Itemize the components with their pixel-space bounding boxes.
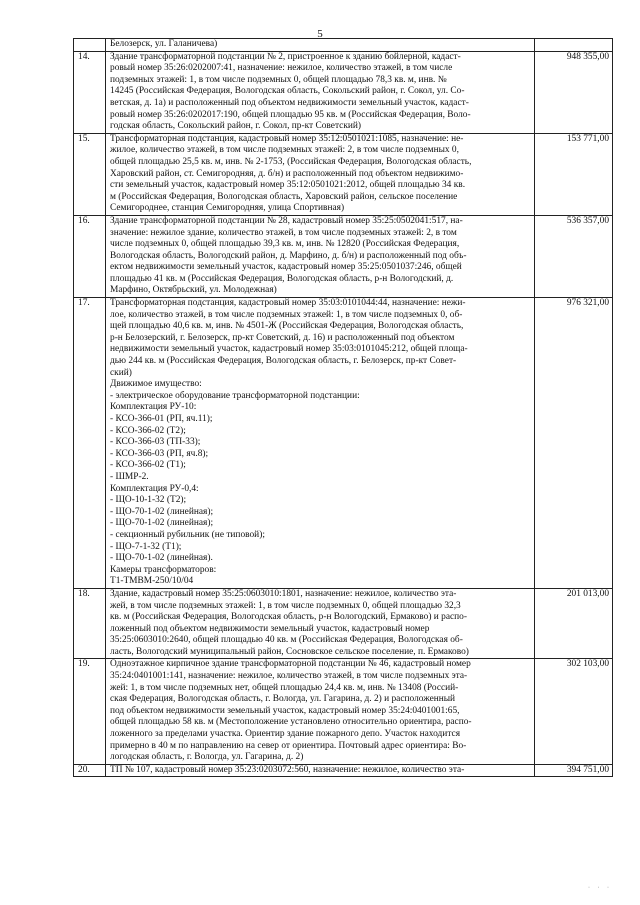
description-line: - секционный рубильник (не типовой); (110, 529, 265, 540)
description-line: - ЩО-7-1-32 (Т1); (110, 541, 182, 552)
description-line: - КСО-366-02 (Т2); (110, 425, 186, 436)
description-line: ектом недвижимости земельный участок, кадастровый номер 35:25:0501037:246, общей (110, 262, 462, 273)
row-number: 20. (74, 764, 106, 777)
description-line: Трансформаторная подстанция, кадастровый номер 35:03:0101044:44, назначение: нежи- (110, 298, 466, 309)
property-table (73, 38, 613, 777)
description-line: Комплектация РУ-0,4: (110, 483, 199, 494)
description-line: Здание трансформаторной подстанции № 28, кадастровый номер 35:25:0502041:517, на- (110, 215, 463, 226)
row-number: 16. (74, 215, 106, 297)
description-line: ветская, д. 1а) и расположенный под объектом недвижимости земельный участок, кадаст- (110, 97, 469, 108)
property-table-body (74, 39, 613, 777)
description-line: Трансформаторная подстанция, кадастровый номер 35:12:0501021:1085, назначение: не- (110, 133, 464, 144)
description-line: ровый номер 35:26:0202017:190, общей площадью 95 кв. м (Российская Федерация, Воло- (110, 109, 471, 120)
description-line: Движимое имущество: (110, 379, 202, 390)
row-description (106, 764, 535, 777)
description-line: жилое, количество этажей, в том числе подземных этажей: 2, в том числе подземных 0, (110, 145, 459, 156)
description-line: Здание трансформаторной подстанции № 2, пристроенное к зданию бойлерной, кадаст- (110, 51, 461, 62)
row-description (106, 298, 535, 589)
description-line: числе подземных 0, общей площадью 39,3 кв. м, инв. № 12820 (Российская Федерация, (110, 239, 460, 250)
table-row (74, 51, 613, 133)
description-line: значение: нежилое здание, количество этажей, в том числе подземных этажей: 2, в том (110, 227, 457, 238)
description-line: Харовский район, ст. Семигородняя, д. б/н) и расположенный под объектом недвижимо- (110, 168, 464, 179)
row-description (106, 215, 535, 297)
description-line: Здание, кадастровый номер 35:25:0603010:1801, назначение: нежилое, количество эта- (110, 588, 457, 599)
description-line: ровый номер 35:26:0202007:41, назначение: нежилое, количество этажей, в том числе (110, 63, 453, 74)
description-line: подземных этажей: 1, в том числе подземных 0, общей площадью 78,3 кв. м, инв. № (110, 74, 447, 85)
table-row (74, 764, 613, 777)
description-line: - ЩО-10-1-32 (Т2); (110, 495, 187, 506)
table-row (74, 215, 613, 297)
continuation-row (74, 39, 613, 52)
description-line: Т1-ТМВМ-250/10/04 (110, 576, 194, 587)
scan-marks: · · · (588, 885, 612, 891)
description-line: Комплектация РУ-10: (110, 402, 197, 413)
row-number: 18. (74, 588, 106, 659)
description-line: площадью 41 кв. м (Российская Федерация, Вологодская область, р-н Вологодский, д. (110, 273, 454, 284)
description-line: - ЩО-70-1-02 (линейная); (110, 518, 214, 529)
description-line: общей площадью 58 кв. м (Местоположение установлено относительно ориентира, распо- (110, 717, 472, 728)
description-line: - ЩО-70-1-02 (линейная). (110, 553, 213, 564)
row-number: 17. (74, 298, 106, 589)
description-line: м (Российская Федерация, Вологодская область, Харовский район, сельское поселение (110, 191, 458, 202)
table-row (74, 298, 613, 589)
row-description (106, 659, 535, 764)
description-line: - электрическое оборудование трансформаторной подстанции: (110, 390, 360, 401)
row-value: 394 751,00 (535, 764, 613, 777)
description-line: ТП № 107, кадастровый номер 35:23:0203072:560, назначение: нежилое, количество эта- (110, 764, 465, 775)
description-line: общей площадью 25,5 кв. м, инв. № 2-1753, (Российская Федерация, Вологодская область, (110, 156, 472, 167)
description-line: 14245 (Российская Федерация, Вологодская область, Сокольский район, г. Сокол, ул. Со- (110, 86, 465, 97)
description-line: - КСО-366-02 (Т1); (110, 460, 186, 471)
description-line: примерно в 40 м по направлению на север от ориентира. Почтовый адрес ориентира: Во- (110, 740, 467, 751)
row-number: 14. (74, 51, 106, 133)
row-number: 19. (74, 659, 106, 764)
description-line: 35:24:0401001:141, назначение: нежилое, количество этажей, в том числе подземных эта- (110, 671, 468, 682)
description-line: Семигороднее, станция Семигородняя, улица Спортивная) (110, 203, 345, 214)
description-line: - ШМР-2. (110, 471, 149, 482)
continuation-value-cell (535, 39, 613, 52)
continuation-num-cell (74, 39, 106, 52)
description-line: ложенного за пределами участка. Ориентир здание пожарного депо. Участок находится (110, 729, 461, 740)
row-description (106, 133, 535, 215)
description-line: - ЩО-70-1-02 (линейная); (110, 506, 214, 517)
description-line: р-н Белозерский, г. Белозерск, пр-кт Советский, д. 16) и расположенный под объектом (110, 332, 455, 343)
row-number: 15. (74, 133, 106, 215)
row-description (106, 588, 535, 659)
continuation-text: Белозерск, ул. Галаничева) (106, 39, 535, 52)
table-row (74, 133, 613, 215)
description-line: ский) (110, 367, 132, 378)
description-line: щей площадью 40,6 кв. м, инв. № 4501-Ж (Российская Федерация, Вологодская область, (110, 321, 464, 332)
description-line: лое, количество этажей, в том числе подземных этажей: 1, в том числе подземных 0, об- (110, 309, 463, 320)
description-line: логодская область, г. Вологда, ул. Гагарина, д. 2) (110, 752, 304, 763)
row-value: 201 013,00 (535, 588, 613, 659)
row-description (106, 51, 535, 133)
row-value: 948 355,00 (535, 51, 613, 133)
description-line: жей, в том числе подземных этажей: 1, в том числе подземных 0, общей площадью 32,3 (110, 600, 461, 611)
description-line: под объектом недвижимости земельный участок, кадастровый номер 35:24:0401001:65, (110, 705, 460, 716)
table-row (74, 588, 613, 659)
description-line: сти земельный участок, кадастровый номер 35:12:0501021:2012, общей площадью 34 кв. (110, 180, 466, 191)
row-value: 976 321,00 (535, 298, 613, 589)
description-line: ласть, Вологодский муниципальный район, Сосновское сельское поселение, п. Ермаково) (110, 646, 469, 657)
description-line: кв. м (Российская Федерация, Вологодская область, р-н Вологодский, Ермаково) и распо- (110, 612, 467, 623)
description-line: Одноэтажное кирпичное здание трансформаторной подстанции № 46, кадастровый номер (110, 659, 471, 670)
description-line: годская область, Сокольский район, г. Сокол, пр-кт Советский) (110, 121, 362, 132)
description-line: Вологодская область, Вологодский район, д. Марфино, д. б/н) и расположенный под объ- (110, 250, 467, 261)
description-line: ложенный под объектом недвижимости земельный участок, кадастровый номер (110, 623, 430, 634)
description-line: жей: 1, в том числе подземных нет, общей площадью 24,4 кв. м, инв. № 13408 (Россий- (110, 682, 459, 693)
table-row (74, 659, 613, 764)
description-line: 35:25:0603010:2640, общей площадью 40 кв. м (Российская Федерация, Вологодская об- (110, 635, 463, 646)
description-line: недвижимости земельный участок, кадастровый номер 35:03:0101045:212, общей площа- (110, 344, 468, 355)
description-line: - КСО-366-01 (РП, яч.11); (110, 414, 213, 424)
description-line: - КСО-366-03 (ТП-33); (110, 437, 201, 448)
description-line: ская Федерация, Вологодская область, г. Вологда, ул. Гагарина, д. 2) и расположенный (110, 694, 456, 705)
row-value: 536 357,00 (535, 215, 613, 297)
description-line: Камеры трансформаторов: (110, 564, 217, 575)
row-value: 153 771,00 (535, 133, 613, 215)
page-number: 5 (317, 28, 323, 40)
description-line: дью 244 кв. м (Российская Федерация, Вологодская область, г. Белозерск, пр-кт Совет- (110, 356, 457, 367)
row-value: 302 103,00 (535, 659, 613, 764)
description-line: - КСО-366-03 (РП, яч.8); (110, 448, 209, 459)
description-line: Марфино, Октябрьский, ул. Молодежная) (110, 285, 277, 296)
